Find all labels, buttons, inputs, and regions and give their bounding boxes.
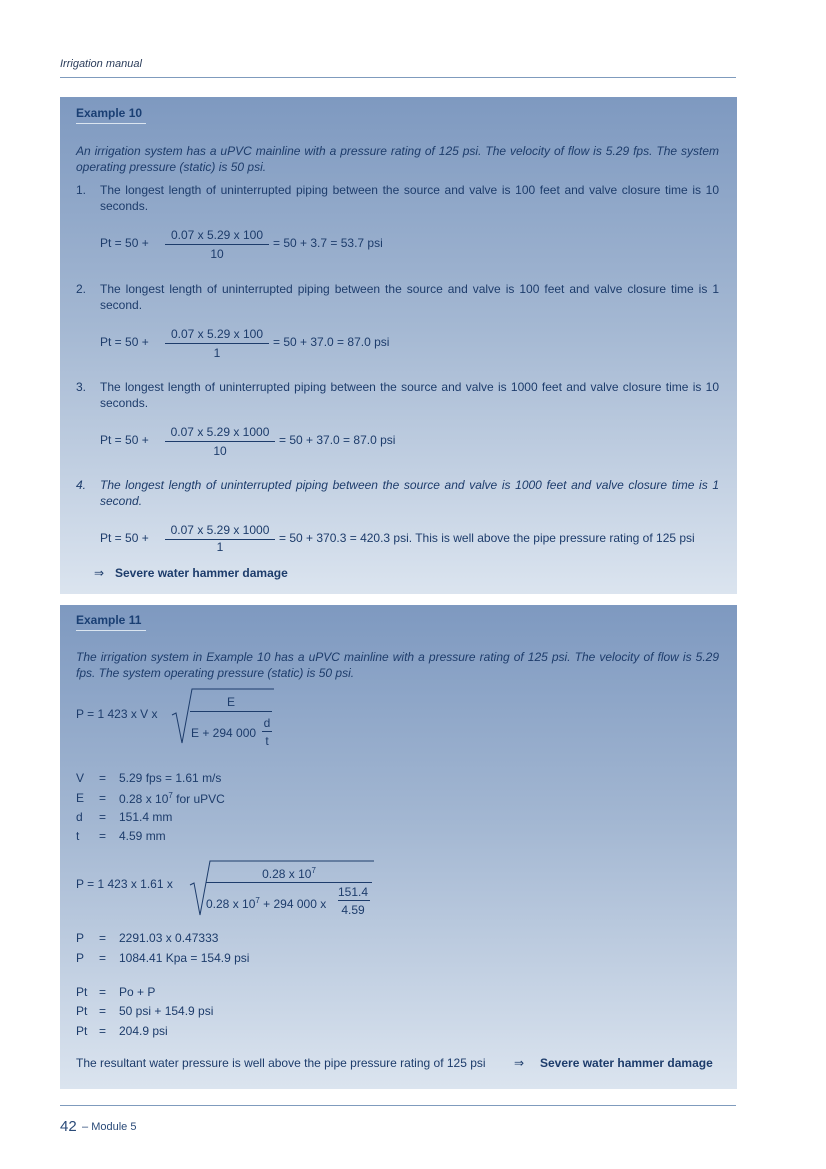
item-4-text: The longest length of uninterrupted piping between the source and valve is 1000 feet and valve closure time is 1 second. (100, 478, 719, 508)
formula-2-inner-denominator: 4.59 (341, 903, 365, 917)
example-11-intro: The irrigation system in Example 10 has a uPVC mainline with a pressure rating of 125 psi. The velocity of flow is 5.29 fps. The system operating pressure (static) is 50 psi. (76, 650, 719, 680)
var-e-eq: = (99, 791, 107, 805)
item-3-denominator: 10 (213, 444, 227, 458)
formula-2-denominator: 0.28 x $10^7 + 294$ 000 x (206, 896, 327, 911)
item-1-number: 1. (76, 183, 87, 197)
item-3-text: The longest length of uninterrupted piping between the source and valve is 1000 feet and valve closure time is 10 seconds. (100, 380, 719, 410)
var-t-eq: = (99, 829, 107, 843)
item-2-rhs: = 50 + 37.0 = 87.0 psi (273, 335, 390, 349)
example-10-intro: An irrigation system has a uPVC mainline with a pressure rating of 125 psi. The velocity of flow is 5.29 fps. The system operating pressure (static) is 50 psi. (76, 144, 719, 174)
var-v-name: V (76, 771, 85, 785)
footer-rule (60, 1105, 736, 1106)
item-1-numerator: 0.07 x 5.29 x 100 (170, 228, 264, 242)
formula-2-fraction-line (206, 882, 372, 883)
item-2-denominator: 1 (213, 346, 221, 360)
implies-arrow-icon: ⇒ (514, 1056, 525, 1070)
result-p1-eq: = (99, 931, 107, 945)
example-11-final-text: The resultant water pressure is well above the pipe pressure rating of 125 psi (76, 1056, 486, 1070)
var-e-value: 0.28 x $10^7$ for uPVC (119, 791, 225, 806)
implies-arrow-icon: ⇒ (94, 566, 105, 580)
item-4-numerator: 0.07 x 5.29 x 1000 (170, 523, 270, 537)
var-d-eq: = (99, 810, 107, 824)
var-e-name: E (76, 791, 85, 805)
var-d-name: d (76, 810, 83, 824)
example-11-conclusion: Severe water hammer damage (540, 1056, 713, 1070)
example-10-conclusion: Severe water hammer damage (115, 566, 288, 580)
example-10-title-underline (76, 123, 146, 124)
item-1-lhs: Pt = 50 + (100, 236, 149, 250)
formula-1-denominator: E + 294 000 (191, 726, 257, 740)
item-4-lhs: Pt = 50 + (100, 531, 149, 545)
running-header: Irrigation manual (60, 58, 142, 70)
item-3-number: 3. (76, 380, 87, 394)
result-p1-name: P (76, 931, 85, 945)
item-2-lhs: Pt = 50 + (100, 335, 149, 349)
item-1-text: The longest length of uninterrupted piping between the source and valve is 100 feet and valve closure time is 10 seconds. (100, 183, 719, 213)
result-pt1-name: Pt (76, 985, 88, 999)
formula-1-t: t (265, 734, 269, 748)
result-pt2-value: 50 psi + 154.9 psi (119, 1004, 214, 1018)
formula-2-numerator: 0.28 x $10^7$ (262, 866, 316, 881)
formula-1-inner-fraction-line (262, 731, 272, 732)
item-2-fraction-line (165, 343, 269, 344)
result-pt3-name: Pt (76, 1024, 88, 1038)
var-v-value: 5.29 fps = 1.61 m/s (119, 771, 222, 785)
item-1-rhs: = 50 + 3.7 = 53.7 psi (273, 236, 383, 250)
result-p2-name: P (76, 951, 85, 965)
var-t-name: t (76, 829, 80, 843)
item-3-rhs: = 50 + 37.0 = 87.0 psi (279, 433, 396, 447)
item-4-denominator: 1 (216, 540, 224, 554)
result-pt1-eq: = (99, 985, 107, 999)
item-2-numerator: 0.07 x 5.29 x 100 (170, 327, 264, 341)
item-3-numerator: 0.07 x 5.29 x 1000 (170, 425, 270, 439)
formula-1-d: d (263, 716, 271, 730)
formula-1-numerator: E (226, 695, 235, 709)
result-pt3-eq: = (99, 1024, 107, 1038)
item-4-rhs: = 50 + 370.3 = 420.3 psi. This is well above the pipe pressure rating of 125 psi (279, 531, 695, 545)
formula-2-lhs: P = 1 423 x 1.61 x (76, 877, 173, 891)
result-p2-eq: = (99, 951, 107, 965)
result-pt2-name: Pt (76, 1004, 88, 1018)
result-pt3-value: 204.9 psi (119, 1024, 168, 1038)
page-number: 42 (60, 1118, 77, 1135)
formula-1-fraction-line (190, 711, 272, 712)
example-11-title-underline (76, 630, 146, 631)
example-11-box (60, 605, 737, 1089)
var-d-value: 151.4 mm (119, 810, 173, 824)
result-pt1-value: Po + P (119, 985, 156, 999)
item-1-fraction-line (165, 244, 269, 245)
footer-module: – Module 5 (82, 1121, 137, 1133)
formula-1-lhs: P = 1 423 x V x (76, 707, 158, 721)
formula-2-inner-numerator: 151.4 (337, 885, 369, 899)
item-2-number: 2. (76, 282, 87, 296)
item-2-text: The longest length of uninterrupted piping between the source and valve is 100 feet and valve closure time is 1 second. (100, 282, 719, 312)
example-11-title: Example 11 (76, 613, 142, 627)
var-t-value: 4.59 mm (119, 829, 166, 843)
item-4-number: 4. (76, 478, 87, 492)
result-pt2-eq: = (99, 1004, 107, 1018)
header-rule (60, 77, 736, 78)
result-p2-value: 1084.41 Kpa = 154.9 psi (119, 951, 250, 965)
example-10-box (60, 97, 737, 594)
var-v-eq: = (99, 771, 107, 785)
example-10-title: Example 10 (76, 106, 143, 120)
item-3-lhs: Pt = 50 + (100, 433, 149, 447)
item-3-fraction-line (165, 441, 275, 442)
formula-2-inner-fraction-line (338, 900, 370, 901)
result-p1-value: 2291.03 x 0.47333 (119, 931, 219, 945)
item-1-denominator: 10 (210, 247, 224, 261)
